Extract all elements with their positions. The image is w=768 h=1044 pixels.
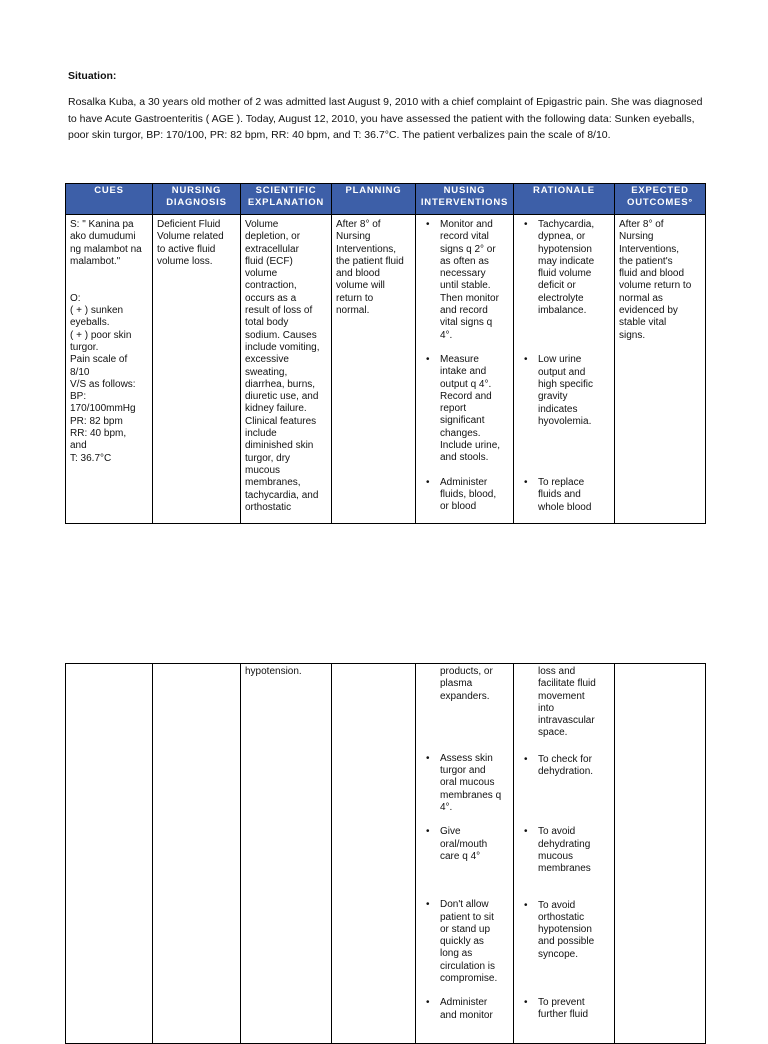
header-scientific-explanation: SCIENTIFIC EXPLANATION <box>241 184 332 215</box>
rationale-item: • To replace fluids and whole blood <box>514 477 614 514</box>
rationale-cell-continued <box>514 664 615 1044</box>
rationale-item: • To check for dehydration. <box>514 754 614 779</box>
cues-cell-continued <box>66 664 153 1044</box>
planning-cell: After 8° of Nursing Interventions, the patient fluid and blood volume will return to normal. <box>332 215 416 524</box>
rationale-item: • Low urine output and high specific gravity indicates hyovolemia. <box>514 354 614 428</box>
outcomes-cell-continued <box>615 664 706 1044</box>
cues-cell: S: " Kanina pa ako dumudumi ng malambot na malambot." O: ( + ) sunken eyeballs. ( + ) poor skin turgor. Pain scale of 8/10 V/S as follows: BP: 170/100mmHg PR: 82 bpm RR: 40 bpm, and T: 36.7°C <box>66 215 153 524</box>
outcomes-cell: After 8° of Nursing Interventions, the patient's fluid and blood volume return to normal as evidenced by stable vital signs. <box>615 215 706 524</box>
diagnosis-cell: Deficient Fluid Volume related to active fluid volume loss. <box>153 215 241 524</box>
rationale-continued-text: loss and facilitate fluid movement into intravascular space. <box>538 666 596 739</box>
header-rationale: RATIONALE <box>514 184 615 215</box>
header-cues: CUES <box>66 184 153 215</box>
header-nursing-diagnosis: NURSING DIAGNOSIS <box>153 184 241 215</box>
intervention-item: • Administer and monitor <box>416 997 513 1022</box>
header-expected-outcomes: EXPECTED OUTCOMES° <box>615 184 706 215</box>
planning-cell-continued <box>332 664 416 1044</box>
diagnosis-cell-continued <box>153 664 241 1044</box>
intervention-item: • Don't allow patient to sit or stand up quickly as long as circulation is compromise. <box>416 899 513 985</box>
intervention-item: • Monitor and record vital signs q 2° or as often as necessary until stable. Then monitor and record vital signs q 4°. <box>416 219 513 342</box>
intervention-item: • Assess skin turgor and oral mucous membranes q 4°. <box>416 753 513 814</box>
rationale-item: • To prevent further fluid <box>514 997 614 1022</box>
care-plan-table-part-2 <box>65 663 706 1044</box>
situation-paragraph: Rosalka Kuba, a 30 years old mother of 2 was admitted last August 9, 2010 with a chief complaint of Epigastric pain. She was diagnosed to have Acute Gastroenteritis ( AGE ). Today, August 12, 2010, you have assessed the patient with the following data: Sunken eyeballs, poor skin turgor, BP: 170/100, PR: 82 bpm, RR: 40 bpm, and T: 36.7°C. The patient verbalizes pain the scale of 8/10. <box>68 96 703 141</box>
intervention-continued-text: products, or plasma expanders. <box>440 666 493 702</box>
situation-heading: Situation: <box>68 70 117 82</box>
intervention-item: • Give oral/mouth care q 4° <box>416 826 513 863</box>
intervention-item: • Measure intake and output q 4°. Record and report significant changes. Include urine, and stools. <box>416 354 513 465</box>
intervention-item: • Administer fluids, blood, or blood <box>416 477 513 514</box>
rationale-cell <box>514 215 615 524</box>
rationale-item: • To avoid orthostatic hypotension and possible syncope. <box>514 900 614 961</box>
rationale-item: • Tachycardia, dypnea, or hypotension may indicate fluid volume deficit or electrolyte imbalance. <box>514 219 614 317</box>
explanation-cell-continued: hypotension. <box>241 664 332 1044</box>
header-planning: PLANNING <box>332 184 416 215</box>
explanation-cell: Volume depletion, or extracellular fluid (ECF) volume contraction, occurs as a result of loss of total body sodium. Causes include vomiting, excessive sweating, diarrhea, burns, diuretic use, and kidney failure. Clinical features include diminished skin turgor, dry mucous membranes, tachycardia, and orthostatic <box>241 215 332 524</box>
header-nursing-interventions: NUSING INTERVENTIONS <box>416 184 514 215</box>
rationale-item: • To avoid dehydrating mucous membranes <box>514 826 614 875</box>
care-plan-table-part-1 <box>65 183 706 524</box>
interventions-cell <box>416 215 514 524</box>
interventions-cell-continued <box>416 664 514 1044</box>
